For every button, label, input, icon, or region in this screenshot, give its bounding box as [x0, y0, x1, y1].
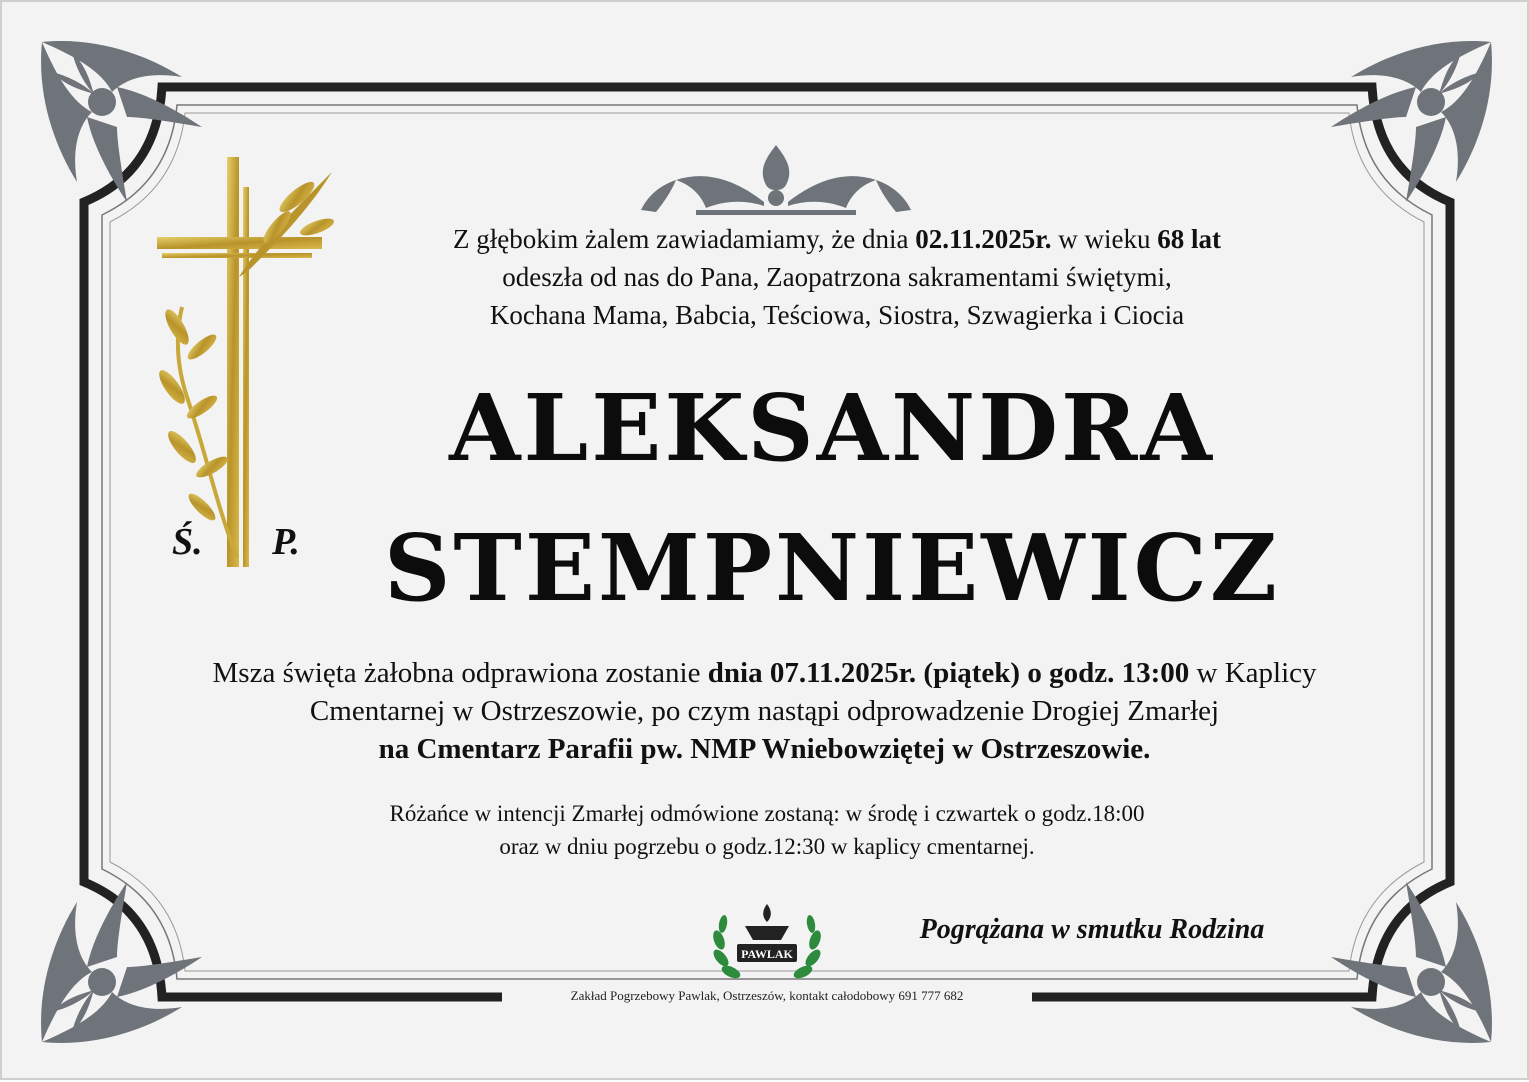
- top-center-ornament-icon: [636, 140, 916, 218]
- intro-line-1-start: Z głębokim żalem zawiadamiamy, że dnia: [452, 224, 916, 254]
- rosary-line-2: oraz w dniu pogrzebu o godz.12:30 w kaplicy cmentarnej.: [499, 834, 1035, 859]
- abbreviation-right: P.: [272, 521, 300, 563]
- intro-line-3: Kochana Mama, Babcia, Teściowa, Siostra, Szwagierka i Ciocia: [489, 300, 1185, 330]
- intro-line-2: odeszła od nas do Pana, Zaopatrzona sakramentami świętymi,: [502, 262, 1172, 292]
- logo-text: PAWLAK: [741, 947, 793, 961]
- mass-line-1-end: w Kaplicy: [1189, 657, 1317, 689]
- death-date: 02.11.2025r.: [915, 224, 1052, 254]
- age: 68 lat: [1157, 224, 1222, 254]
- footer-contact: [502, 985, 1032, 1007]
- footer-text: Zakład Pogrzebowy Pawlak, Ostrzeszów, kontakt całodobowy 691 777 682: [570, 988, 964, 1003]
- corner-ornament-bottom-left-icon: [32, 862, 222, 1052]
- intro-line-1-middle: w wieku: [1051, 224, 1158, 254]
- rosary-line-1: Różańce w intencji Zmarłej odmówione zostaną: w środę i czwartek o godz.18:00: [389, 801, 1145, 826]
- rosary-info: [252, 797, 1282, 863]
- corner-ornament-bottom-right-icon: [1311, 862, 1501, 1052]
- mass-info: [132, 654, 1397, 768]
- funeral-home-logo: [707, 900, 827, 982]
- mass-line-1-start: Msza święta żałobna odprawiona zostanie: [212, 657, 708, 689]
- first-name: ALEKSANDRA: [449, 374, 1215, 482]
- family-signature: Pogrążana w smutku Rodzina: [919, 914, 1265, 945]
- intro-text: [342, 220, 1332, 334]
- mass-line-1: [132, 654, 1397, 692]
- mass-line-3: na Cmentarz Parafii pw. NMP Wniebowziętej w Ostrzeszowie.: [378, 733, 1151, 765]
- mass-line-2: Cmentarnej w Ostrzeszowie, po czym nastąpi odprowadzenie Drogiej Zmarłej: [309, 695, 1220, 727]
- gold-cross-icon: [147, 157, 347, 572]
- intro-line-1: [342, 220, 1332, 258]
- mass-date-time: dnia 07.11.2025r. (piątek) o godz. 13:00: [707, 657, 1190, 689]
- abbreviation-left: Ś.: [172, 521, 203, 563]
- last-name: STEMPNIEWICZ: [383, 514, 1281, 622]
- corner-ornament-top-right-icon: [1311, 32, 1501, 222]
